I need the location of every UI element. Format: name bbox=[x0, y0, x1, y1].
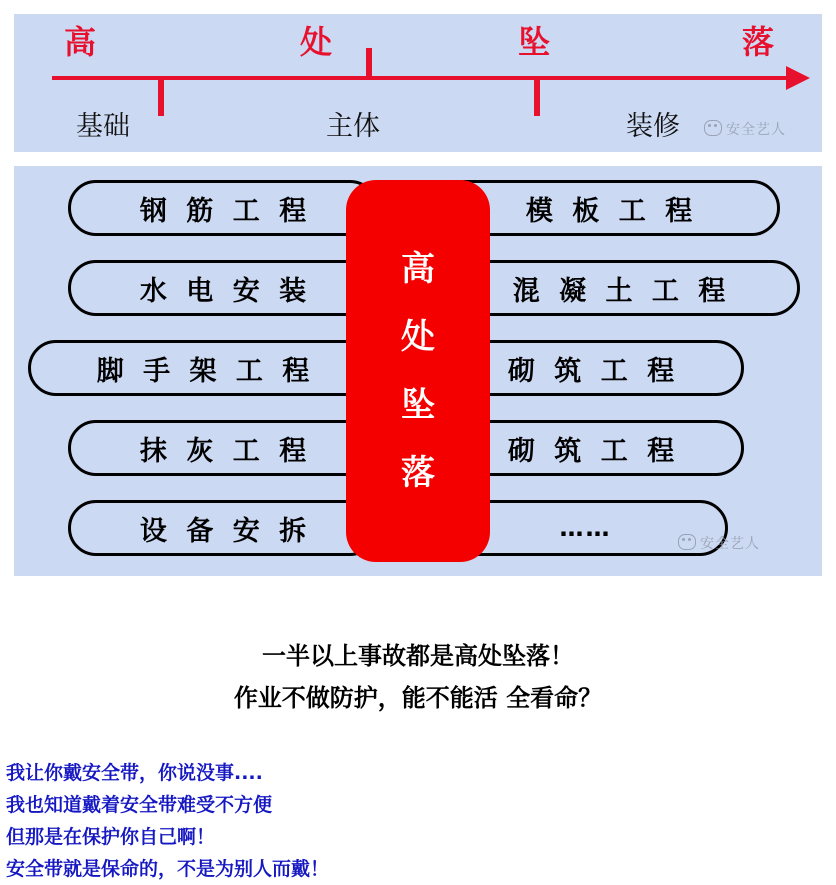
timeline-tick bbox=[534, 80, 540, 116]
right-item-pill[interactable]: 混 凝 土 工 程 bbox=[438, 260, 800, 316]
timeline-top-label: 处 bbox=[300, 23, 333, 61]
wechat-icon bbox=[704, 120, 722, 136]
wechat-icon bbox=[678, 534, 696, 550]
center-char: 落 bbox=[401, 453, 435, 493]
center-char: 高 bbox=[401, 249, 435, 289]
left-item-pill[interactable]: 钢 筋 工 程 bbox=[68, 180, 378, 236]
headline-line-2: 作业不做防护，能不能活 全看命？ bbox=[233, 684, 603, 712]
bottom-message-line: 但那是在保护你自己啊！ bbox=[6, 826, 216, 848]
timeline-bottom-label: 主体 bbox=[326, 111, 380, 142]
process-diagram-panel bbox=[14, 166, 822, 576]
bottom-message-line: 我让你戴安全带，你说没事.... bbox=[6, 762, 263, 784]
center-char: 处 bbox=[401, 317, 435, 357]
right-item-pill[interactable]: 砌 筑 工 程 bbox=[438, 420, 744, 476]
left-item-pill[interactable]: 抹 灰 工 程 bbox=[68, 420, 378, 476]
timeline-top-label: 坠 bbox=[518, 23, 551, 61]
timeline-top-label: 高 bbox=[64, 23, 97, 61]
watermark-label: 安全艺人 bbox=[700, 536, 760, 552]
center-hazard-block bbox=[346, 180, 490, 562]
left-item-pill[interactable]: 脚 手 架 工 程 bbox=[28, 340, 378, 396]
timeline-bottom-label: 装修 bbox=[626, 111, 680, 142]
watermark-label: 安全艺人 bbox=[726, 122, 786, 138]
left-item-pill[interactable]: 设 备 安 拆 bbox=[68, 500, 378, 556]
bottom-message-line: 我也知道戴着安全带难受不方便 bbox=[6, 794, 273, 816]
watermark-diagram bbox=[678, 532, 760, 553]
headline-line-1: 一半以上事故都是高处坠落！ bbox=[262, 642, 574, 670]
timeline-tick bbox=[158, 80, 164, 116]
center-char: 坠 bbox=[401, 385, 435, 425]
timeline-top-labels bbox=[14, 20, 822, 64]
timeline-top-label: 落 bbox=[742, 23, 775, 61]
watermark-top bbox=[704, 118, 786, 139]
bottom-message-block bbox=[6, 757, 826, 885]
right-item-pill[interactable]: 砌 筑 工 程 bbox=[438, 340, 744, 396]
timeline-arrow-icon bbox=[786, 66, 810, 90]
right-item-pill[interactable]: 模 板 工 程 bbox=[438, 180, 780, 236]
left-item-pill[interactable]: 水 电 安 装 bbox=[68, 260, 378, 316]
bottom-message-line: 安全带就是保命的，不是为别人而戴！ bbox=[6, 858, 330, 880]
timeline-bottom-label: 基础 bbox=[76, 111, 130, 142]
timeline-panel bbox=[14, 14, 822, 152]
right-item-pill[interactable]: …… bbox=[438, 500, 728, 556]
timeline-tick bbox=[366, 48, 372, 78]
